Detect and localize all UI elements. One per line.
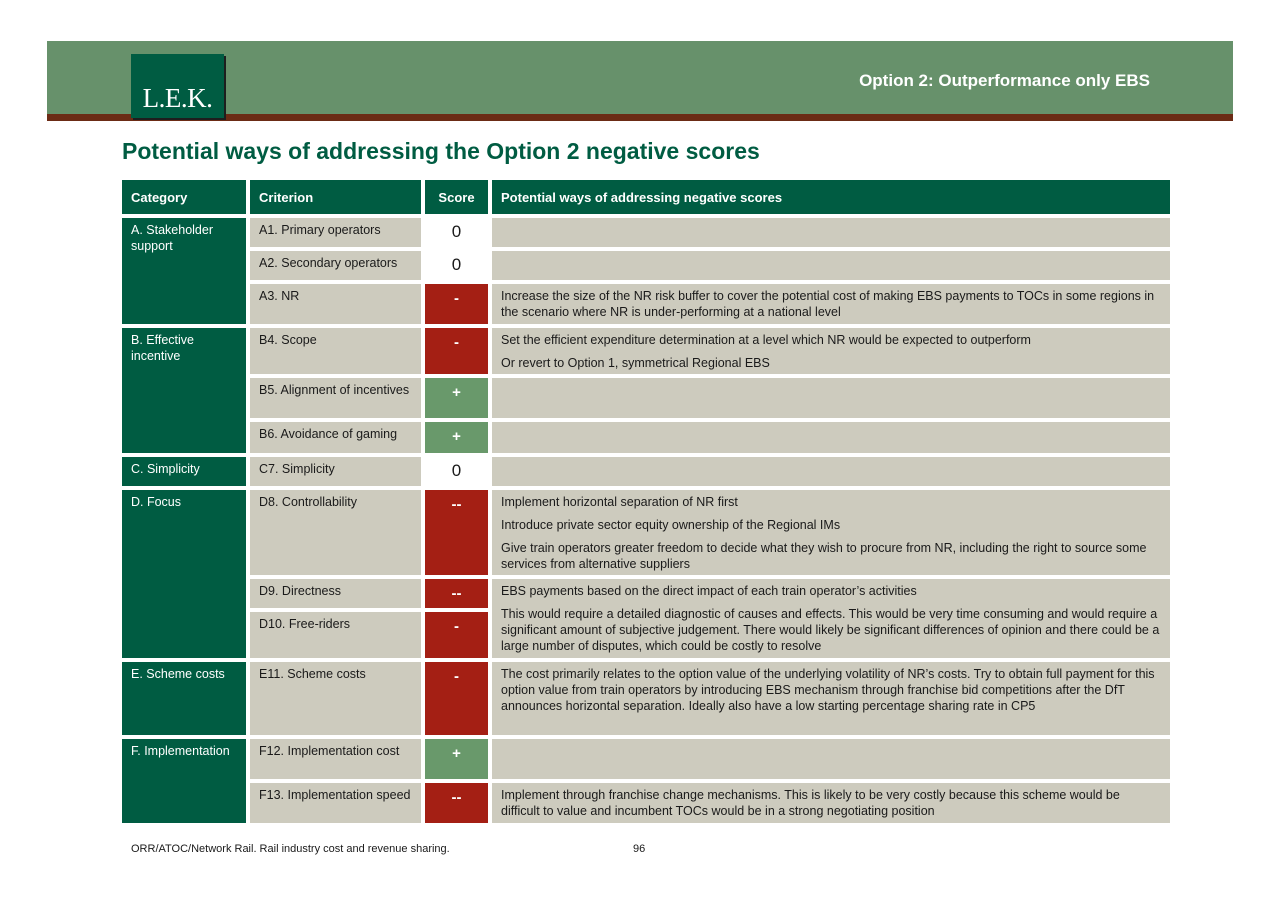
score-value: - <box>454 618 459 635</box>
criterion-cell: A3. NR <box>250 284 421 324</box>
score-cell <box>425 579 488 608</box>
score-cell <box>425 422 488 453</box>
page-number: 96 <box>633 843 646 855</box>
score-value: - <box>454 668 459 685</box>
footer-source: ORR/ATOC/Network Rail. Rail industry cost and revenue sharing. <box>131 843 450 855</box>
header-category: Category <box>122 180 246 214</box>
header-score: Score <box>425 180 488 214</box>
category-cell: E. Scheme costs <box>122 662 246 735</box>
ways-cell <box>492 218 1170 247</box>
table-row <box>122 284 1170 324</box>
score-value: + <box>452 745 461 762</box>
ways-cell <box>492 328 1170 374</box>
ways-cell <box>492 579 1170 658</box>
category-cell: A. Stakeholder support <box>122 218 246 324</box>
header-divider <box>47 114 1233 121</box>
table-row <box>122 328 1170 374</box>
category-cell: C. Simplicity <box>122 457 246 486</box>
criterion-cell: F13. Implementation speed <box>250 783 421 823</box>
table-row <box>122 579 1170 608</box>
way-text: Set the efficient expenditure determination at a level which NR would be expected to outperform <box>501 333 1031 347</box>
criterion-cell: E11. Scheme costs <box>250 662 421 735</box>
score-cell <box>425 457 488 486</box>
score-value: + <box>452 428 461 445</box>
category-cell: D. Focus <box>122 490 246 658</box>
way-text: Give train operators greater freedom to decide what they wish to procure from NR, including the right to source some services from alternative suppliers <box>501 541 1147 571</box>
score-cell <box>425 490 488 575</box>
score-value: - <box>454 334 459 351</box>
ways-cell <box>492 378 1170 418</box>
table-row <box>122 783 1170 823</box>
way-text: Or revert to Option 1, symmetrical Regional EBS <box>501 356 770 370</box>
criterion-cell: D8. Controllability <box>250 490 421 575</box>
way-text: Implement through franchise change mechanisms. This is likely to be very costly because this scheme would be difficult to value and incumbent TOCs would be in a strong negotiating position <box>501 788 1120 818</box>
score-value: -- <box>451 585 462 602</box>
ways-cell <box>492 251 1170 280</box>
score-value: 0 <box>451 222 462 241</box>
criterion-cell: D10. Free-riders <box>250 612 421 658</box>
score-cell <box>425 218 488 247</box>
table-row <box>122 378 1170 418</box>
criterion-cell: C7. Simplicity <box>250 457 421 486</box>
ways-cell <box>492 457 1170 486</box>
way-text: EBS payments based on the direct impact of each train operator’s activities <box>501 584 917 598</box>
table-row <box>122 422 1170 453</box>
scores-table <box>118 176 1174 827</box>
table-row <box>122 662 1170 735</box>
way-text: Implement horizontal separation of NR first <box>501 495 738 509</box>
table-row <box>122 739 1170 779</box>
criterion-cell: A1. Primary operators <box>250 218 421 247</box>
table-row <box>122 457 1170 486</box>
table-header-row <box>122 180 1170 214</box>
table-row <box>122 251 1170 280</box>
score-cell <box>425 612 488 658</box>
ways-cell <box>492 662 1170 735</box>
score-value: - <box>454 290 459 307</box>
ways-cell <box>492 284 1170 324</box>
category-cell: B. Effective incentive <box>122 328 246 453</box>
criterion-cell: B5. Alignment of incentives <box>250 378 421 418</box>
score-cell <box>425 739 488 779</box>
criterion-cell: F12. Implementation cost <box>250 739 421 779</box>
way-text: Introduce private sector equity ownership of the Regional IMs <box>501 518 841 532</box>
way-text: This would require a detailed diagnostic of causes and effects. This would be very time consuming and would require a significant amount of subjective judgement. There would likely be significant differences of opinion and there could be a large number of disputes, which could be costly to resolve <box>501 607 1160 653</box>
score-value: 0 <box>451 255 462 274</box>
deck-section-title: Option 2: Outperformance only EBS <box>859 71 1150 90</box>
category-cell: F. Implementation <box>122 739 246 823</box>
score-cell <box>425 284 488 324</box>
score-cell <box>425 378 488 418</box>
lek-logo: L.E.K. <box>131 54 224 118</box>
way-text: The cost primarily relates to the option value of the underlying volatility of NR’s costs. Try to obtain full payment for this option value from train operators by introducing EBS mechanism through franchise bid competitions after the DfT announces horizontal separation. Ideally also have a low starting percentage sharing rate in CP5 <box>501 667 1155 713</box>
score-value: + <box>452 384 461 401</box>
way-text: Increase the size of the NR risk buffer to cover the potential cost of making EBS payments to TOCs in some regions in the scenario where NR is under-performing at a national level <box>501 289 1155 319</box>
criterion-cell: B4. Scope <box>250 328 421 374</box>
score-cell <box>425 328 488 374</box>
header-ways: Potential ways of addressing negative scores <box>492 180 1170 214</box>
score-value: -- <box>451 789 462 806</box>
ways-cell <box>492 739 1170 779</box>
table-row <box>122 218 1170 247</box>
page-title: Potential ways of addressing the Option 2 negative scores <box>122 138 760 164</box>
score-cell <box>425 251 488 280</box>
score-value: 0 <box>451 461 462 480</box>
score-cell <box>425 783 488 823</box>
table-row <box>122 490 1170 575</box>
header-criterion: Criterion <box>250 180 421 214</box>
score-value: -- <box>451 496 462 513</box>
criterion-cell: B6. Avoidance of gaming <box>250 422 421 453</box>
score-cell <box>425 662 488 735</box>
ways-cell <box>492 490 1170 575</box>
ways-cell <box>492 422 1170 453</box>
ways-cell <box>492 783 1170 823</box>
criterion-cell: A2. Secondary operators <box>250 251 421 280</box>
criterion-cell: D9. Directness <box>250 579 421 608</box>
